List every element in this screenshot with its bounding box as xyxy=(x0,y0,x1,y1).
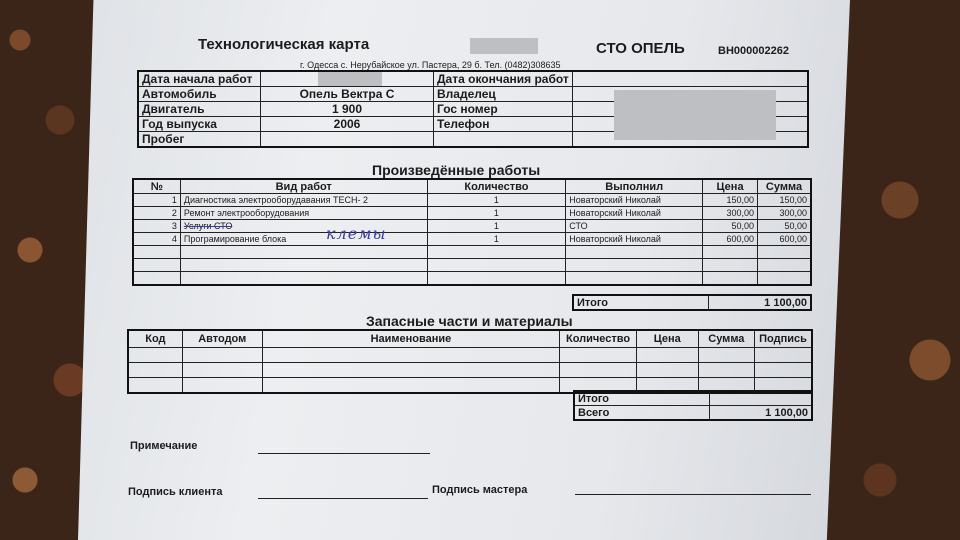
table-row xyxy=(133,220,811,233)
mileage-label: Пробег xyxy=(138,132,261,148)
empty-label xyxy=(434,132,573,148)
engine-value: 1 900 xyxy=(261,102,434,117)
year-value: 2006 xyxy=(261,117,434,132)
parts-total-value xyxy=(710,391,813,406)
row-number: 4 xyxy=(133,233,180,246)
col-name: Наименование xyxy=(262,330,560,348)
year-label: Год выпуска xyxy=(138,117,261,132)
row-number: 2 xyxy=(133,207,180,220)
note-label: Примечание xyxy=(130,440,198,452)
parts-total-label: Итого xyxy=(574,391,710,406)
parts-total-table xyxy=(573,390,813,421)
table-row xyxy=(133,233,811,246)
redacted-box xyxy=(614,90,776,140)
client-signature-line xyxy=(258,498,428,499)
col-number: № xyxy=(133,179,180,194)
row-price: 50,00 xyxy=(703,220,758,233)
table-row xyxy=(133,259,811,272)
row-work-name: Програмирование блока xyxy=(180,233,427,246)
col-code: Код xyxy=(128,330,182,348)
table-row xyxy=(133,246,811,259)
row-price: 600,00 xyxy=(703,233,758,246)
row-quantity: 1 xyxy=(427,233,566,246)
row-performer: Новаторский Николай xyxy=(566,194,703,207)
col-price: Цена xyxy=(703,179,758,194)
table-row xyxy=(133,272,811,286)
works-total-label: Итого xyxy=(573,295,709,310)
master-signature-label: Подпись мастера xyxy=(432,484,528,496)
row-quantity: 1 xyxy=(427,220,566,233)
table-row xyxy=(128,348,812,363)
grand-total-value: 1 100,00 xyxy=(710,406,813,421)
col-performer: Выполнил xyxy=(566,179,703,194)
row-quantity: 1 xyxy=(427,207,566,220)
col-quantity: Количество xyxy=(560,330,637,348)
works-total-value: 1 100,00 xyxy=(709,295,812,310)
row-quantity: 1 xyxy=(427,194,566,207)
row-sum: 600,00 xyxy=(758,233,812,246)
row-work-name: Диагностика электрооборудавания TECH- 2 xyxy=(180,194,427,207)
row-price: 300,00 xyxy=(703,207,758,220)
redacted-box xyxy=(470,38,538,54)
client-signature-label: Подпись клиента xyxy=(128,486,223,498)
works-section-title: Произведённые работы xyxy=(372,162,541,178)
note-line xyxy=(258,453,430,454)
table-row xyxy=(128,363,812,378)
row-sum: 300,00 xyxy=(758,207,812,220)
redacted-box xyxy=(318,72,382,86)
parts-table xyxy=(127,329,813,394)
car-label: Автомобиль xyxy=(138,87,261,102)
row-number: 3 xyxy=(133,220,180,233)
document-number: ВН000002262 xyxy=(718,45,789,57)
document-title: Технологическая карта xyxy=(198,36,370,53)
end-date-label: Дата окончания работ xyxy=(434,71,573,87)
row-work-name: Услуги СТО xyxy=(180,220,427,233)
car-value: Опель Вектра С xyxy=(261,87,434,102)
mileage-value xyxy=(261,132,434,148)
works-total-table xyxy=(572,294,812,311)
col-quantity: Количество xyxy=(427,179,566,194)
row-performer: Новаторский Николай xyxy=(566,207,703,220)
col-sum: Сумма xyxy=(698,330,754,348)
owner-label: Владелец xyxy=(434,87,573,102)
col-price: Цена xyxy=(636,330,698,348)
plate-label: Гос номер xyxy=(434,102,573,117)
row-price: 150,00 xyxy=(703,194,758,207)
col-sum: Сумма xyxy=(758,179,812,194)
phone-label: Телефон xyxy=(434,117,573,132)
works-table xyxy=(132,178,812,286)
table-row xyxy=(133,194,811,207)
row-work-name: Ремонт электрооборудования xyxy=(180,207,427,220)
start-date-label: Дата начала работ xyxy=(138,71,261,87)
parts-section-title: Запасные части и материалы xyxy=(366,313,573,329)
company-address: г. Одесса с. Нерубайское ул. Пастера, 29 б. Тел. (0482)308635 xyxy=(300,60,561,70)
col-signature: Подпись xyxy=(755,330,812,348)
row-performer: Новаторский Николай xyxy=(566,233,703,246)
table-row xyxy=(133,207,811,220)
master-signature-line xyxy=(575,494,811,495)
grand-total-label: Всего xyxy=(574,406,710,421)
row-sum: 50,00 xyxy=(758,220,812,233)
end-date-value xyxy=(573,71,809,87)
row-sum: 150,00 xyxy=(758,194,812,207)
row-number: 1 xyxy=(133,194,180,207)
col-autodom: Автодом xyxy=(182,330,262,348)
row-performer: СТО xyxy=(566,220,703,233)
engine-label: Двигатель xyxy=(138,102,261,117)
handwritten-note: клемы xyxy=(326,224,387,243)
col-work-type: Вид работ xyxy=(180,179,427,194)
company-name: СТО ОПЕЛЬ xyxy=(596,40,685,57)
